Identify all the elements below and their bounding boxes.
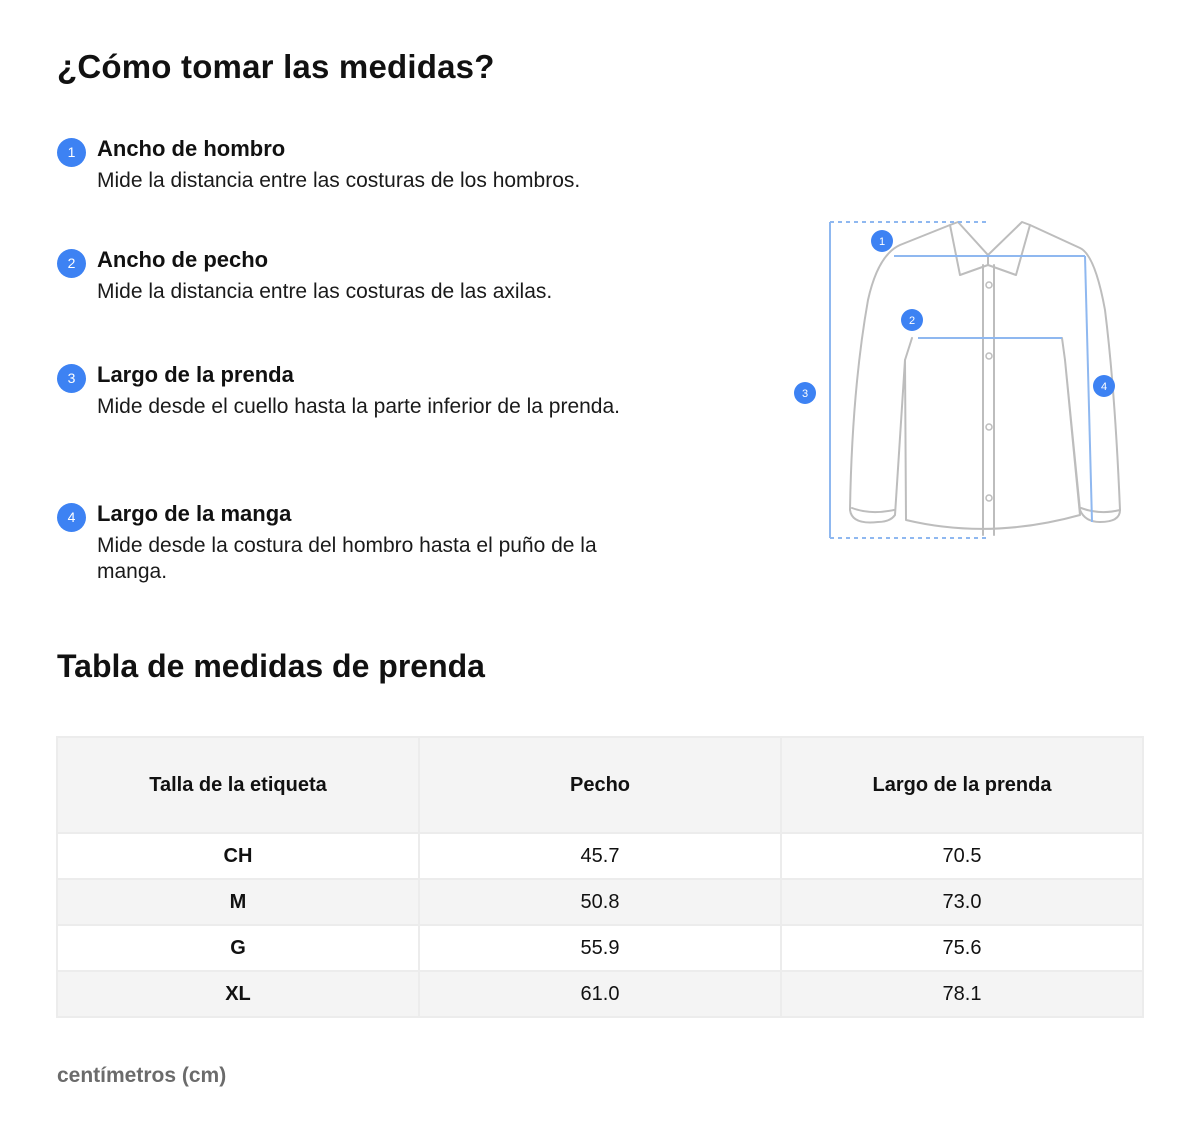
column-header-size: Talla de la etiqueta [57, 737, 419, 833]
table-row [57, 925, 1143, 971]
table-row [57, 879, 1143, 925]
step-description: Mide desde la costura del hombro hasta el puño de la manga. [97, 534, 597, 583]
marker-3-label: 3 [801, 388, 809, 400]
step-title: Largo de la prenda [97, 362, 294, 387]
shirt-icon [790, 210, 1150, 555]
shirt-measurement-diagram [790, 210, 1150, 555]
step-title: Ancho de pecho [97, 247, 269, 272]
table-header-row [57, 737, 1143, 833]
table-row [57, 971, 1143, 1017]
marker-1-label: 1 [878, 236, 886, 248]
marker-4-label: 4 [1100, 381, 1108, 393]
page-title: ¿Cómo tomar las medidas? [57, 48, 495, 85]
chest-cell: 55.9 [419, 925, 781, 971]
step-title: Largo de la manga [97, 501, 292, 526]
step-number-badge: 2 [57, 249, 86, 278]
chest-cell: 50.8 [419, 879, 781, 925]
step-number-badge: 1 [57, 138, 86, 167]
step-number-badge: 3 [57, 364, 86, 393]
step-number-badge: 4 [57, 503, 86, 532]
step-title: Ancho de hombro [97, 136, 286, 161]
size-cell: CH [57, 833, 419, 879]
step-description: Mide la distancia entre las costuras de los hombros. [97, 169, 581, 192]
length-cell: 70.5 [781, 833, 1143, 879]
size-table-title: Tabla de medidas de prenda [57, 648, 485, 684]
chest-cell: 61.0 [419, 971, 781, 1017]
marker-2-label: 2 [908, 315, 916, 327]
column-header-length: Largo de la prenda [781, 737, 1143, 833]
size-cell: M [57, 879, 419, 925]
length-cell: 73.0 [781, 879, 1143, 925]
length-cell: 78.1 [781, 971, 1143, 1017]
length-cell: 75.6 [781, 925, 1143, 971]
table-row [57, 833, 1143, 879]
size-cell: XL [57, 971, 419, 1017]
column-header-chest: Pecho [419, 737, 781, 833]
step-description: Mide desde el cuello hasta la parte inferior de la prenda. [97, 395, 620, 418]
step-description: Mide la distancia entre las costuras de las axilas. [97, 280, 553, 303]
size-table [56, 736, 1144, 1018]
size-cell: G [57, 925, 419, 971]
chest-cell: 45.7 [419, 833, 781, 879]
unit-note: centímetros (cm) [57, 1064, 227, 1087]
